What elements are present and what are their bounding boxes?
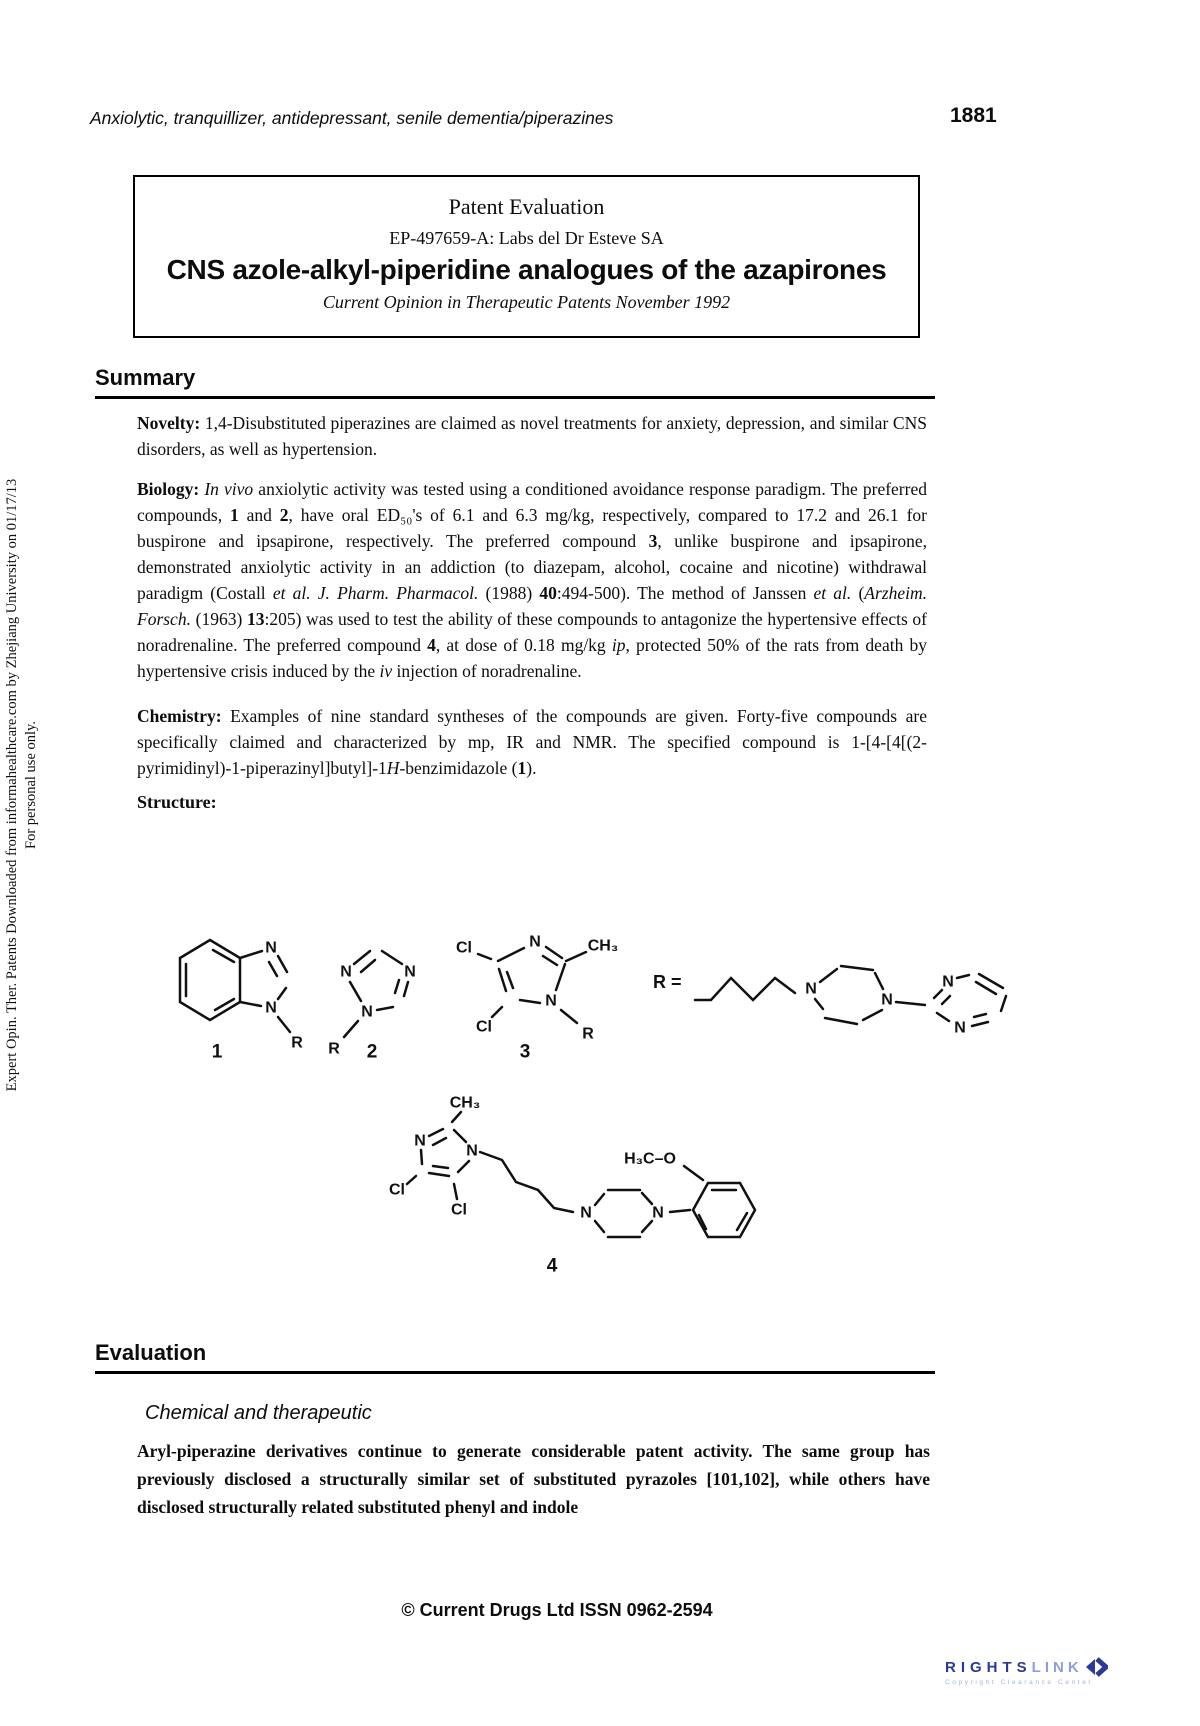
page-number: 1881 bbox=[950, 104, 997, 127]
atom-label-n: N bbox=[340, 963, 352, 981]
atom-label-cl: Cl bbox=[451, 1201, 467, 1219]
patent-evaluation-box bbox=[133, 175, 920, 338]
atom-label-n: N bbox=[545, 992, 557, 1010]
rightslink-tagline: Copyright Clearance Center bbox=[945, 1679, 1094, 1686]
box-kicker: Patent Evaluation bbox=[448, 194, 605, 219]
article-title: CNS azole-alkyl-piperidine analogues of the azapirones bbox=[166, 254, 887, 285]
compound-number-2: 2 bbox=[366, 1041, 378, 1063]
rightslink-link-text: LINK bbox=[1031, 1658, 1083, 1676]
compound-number-3: 3 bbox=[519, 1041, 531, 1063]
running-title: Anxiolytic, tranquillizer, antidepressant, senile dementia/piperazines bbox=[90, 108, 614, 128]
atom-label-n: N bbox=[466, 1142, 478, 1160]
atom-label-n: N bbox=[881, 991, 893, 1009]
patent-id-line: EP-497659-A: Labs del Dr Esteve SA bbox=[389, 228, 664, 248]
r-equals-label: R = bbox=[653, 972, 682, 992]
evaluation-paragraph: Aryl-piperazine derivatives continue to generate considerable patent activity. The same group has previously disclosed a structurally similar set of substituted pyrazoles [101,102], while others have disclosed structurally related substituted phenyl and indole bbox=[137, 1441, 930, 1517]
summary-heading: Summary bbox=[95, 365, 196, 390]
compound-number-4: 4 bbox=[546, 1255, 558, 1277]
copyright-footer: © Current Drugs Ltd ISSN 0962-2594 bbox=[401, 1600, 713, 1620]
structure-4-drawing bbox=[340, 1080, 820, 1295]
structure-1-benzimidazole-drawing bbox=[150, 918, 310, 1078]
source-journal-line: Current Opinion in Therapeutic Patents November 1992 bbox=[322, 292, 731, 312]
novelty-paragraph: Novelty: 1,4-Disubstituted piperazines are claimed as novel treatments for anxiety, depression, and similar CNS disorders, as well as hypertension. bbox=[137, 413, 927, 459]
biology-paragraph: Biology: In vivo anxiolytic activity was tested using a conditioned avoidance response paradigm. The preferred compounds, 1 and 2, have oral ED₅₀'s of 6.1 and 6.3 mg/kg, respectively, compared to 17.2 and 26.1 for buspirone and ipsapirone, respectively. The preferred compound 3, unlike buspirone and ipsapirone, demonstrated anxiolytic activity in an addiction (to diazepam, alcohol, cocaine and nicotine) withdrawal paradigm (Costall et al. J. Pharm. Pharmacol. (1988) 40:494-500). The method of Janssen et al. (Arzheim. Forsch. (1963) 13:205) was used to test the ability of these compounds to antagonize the hypertensive effects of noradrenaline. The preferred compound 4, at dose of 0.18 mg/kg ip, protected 50% of the rats from death by hypertensive crisis induced by the iv injection of noradrenaline. bbox=[137, 479, 928, 681]
rightslink-arrow-icon bbox=[1084, 1656, 1108, 1678]
download-notice-sidebar bbox=[3, 435, 41, 1135]
atom-label-n: N bbox=[265, 939, 277, 957]
atom-label-n: N bbox=[652, 1204, 664, 1222]
atom-label-n: N bbox=[404, 963, 416, 981]
atom-label-n: N bbox=[414, 1132, 426, 1150]
rightslink-rights-text: RIGHTS bbox=[945, 1658, 1032, 1676]
substituent-label-r: R bbox=[291, 1034, 303, 1052]
substituent-label-r: R bbox=[582, 1025, 594, 1043]
atom-label-n: N bbox=[805, 980, 817, 998]
r-group-drawing bbox=[645, 920, 1065, 1055]
atom-label-n: N bbox=[265, 999, 277, 1017]
chemistry-paragraph: Chemistry: Examples of nine standard syntheses of the compounds are given. Forty-five compounds are specifically claimed and characterized by mp, IR and NMR. The specified compound is 1-[4-[4[(2-pyrimidinyl)-1-piperazinyl]butyl]-1H-benzimidazole (1). bbox=[137, 706, 927, 778]
atom-label-cl: Cl bbox=[456, 939, 472, 957]
download-notice-line1: Expert Opin. Ther. Patents Downloaded from informahealthcare.com by Zhejiang University on 01/17/13 bbox=[4, 478, 20, 1092]
structure-2-triazole-drawing bbox=[310, 928, 450, 1078]
methyl-label: CH₃ bbox=[449, 1094, 481, 1112]
substituent-label-r: R bbox=[328, 1040, 340, 1058]
structure-3-imidazole-drawing bbox=[440, 915, 650, 1080]
structure-label: Structure: bbox=[137, 792, 217, 812]
atom-label-cl: Cl bbox=[476, 1018, 492, 1036]
atom-label-n: N bbox=[361, 1003, 373, 1021]
atom-label-n: N bbox=[942, 973, 954, 991]
atom-label-n: N bbox=[580, 1204, 592, 1222]
atom-label-cl: Cl bbox=[389, 1181, 405, 1199]
evaluation-subheading: Chemical and therapeutic bbox=[145, 1402, 372, 1424]
download-notice-line2: For personal use only. bbox=[23, 721, 39, 849]
methyl-label: CH₃ bbox=[587, 937, 619, 955]
summary-rule bbox=[95, 396, 935, 399]
atom-label-n: N bbox=[529, 933, 541, 951]
compound-number-1: 1 bbox=[211, 1041, 223, 1063]
evaluation-rule bbox=[95, 1371, 935, 1374]
methoxy-label: H₃C–O bbox=[624, 1150, 676, 1168]
evaluation-heading: Evaluation bbox=[95, 1340, 207, 1365]
rightslink-logo[interactable] bbox=[945, 1656, 1145, 1686]
atom-label-n: N bbox=[954, 1019, 966, 1037]
